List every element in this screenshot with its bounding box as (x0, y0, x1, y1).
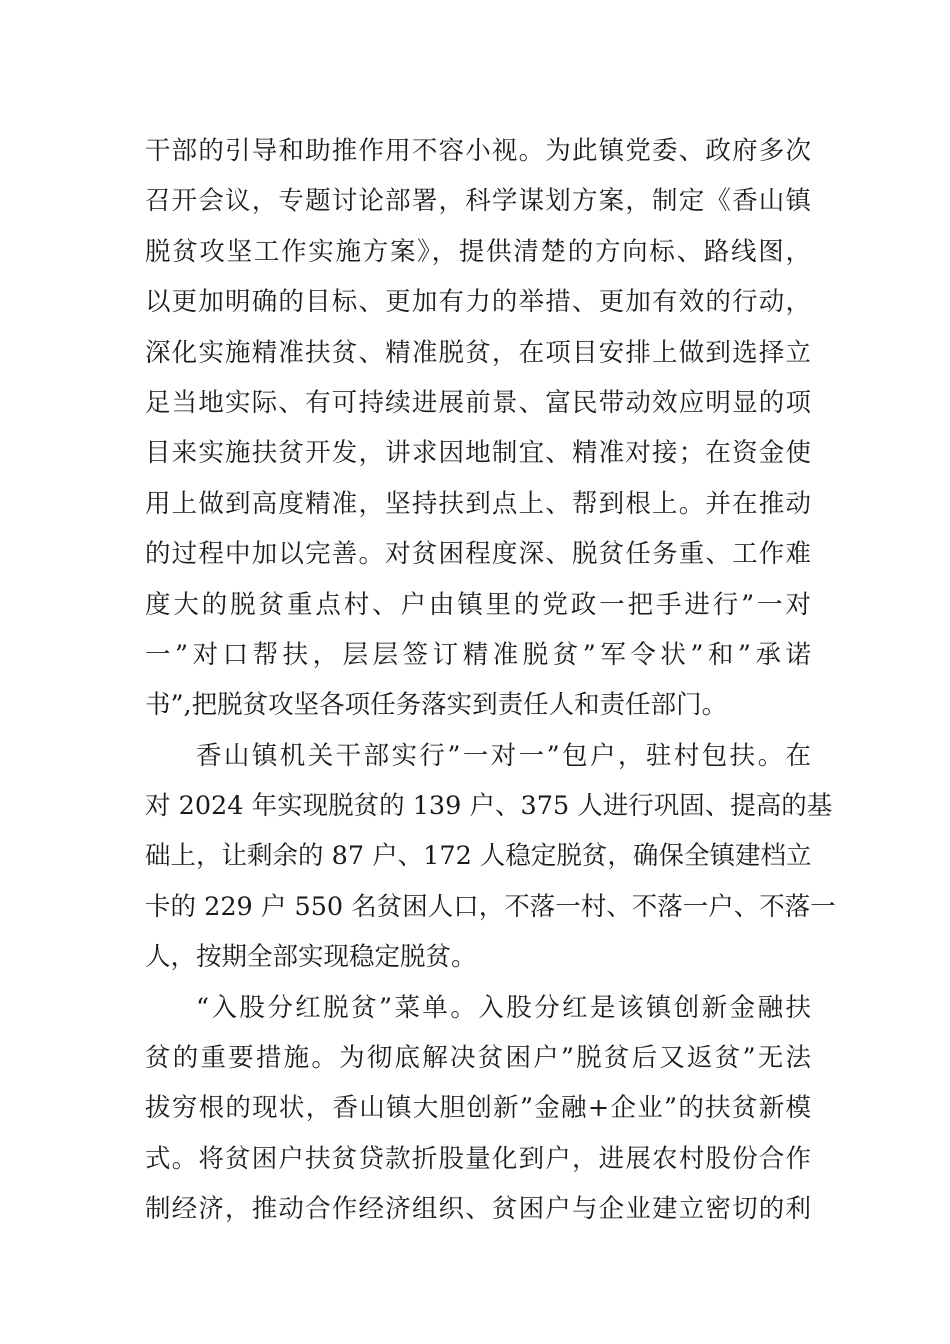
text-line: 度大的脱贫重点村、户由镇里的党政一把手进行”一对 (145, 589, 811, 620)
text-line: “入股分红脱贫”菜单。入股分红是该镇创新金融扶 (196, 992, 811, 1023)
text-line: 人，按期全部实现稳定脱贫。 (145, 942, 477, 973)
paragraph (145, 126, 811, 731)
text-line: 的过程中加以完善。对贫困程度深、脱贫任务重、工作难 (145, 539, 811, 570)
text-line: 脱贫攻坚工作实施方案》，提供清楚的方向标、路线图， (145, 236, 811, 267)
text-line: 目来实施扶贫开发，讲求因地制宜、精准对接；在资金使 (145, 438, 811, 469)
paragraph (145, 731, 836, 983)
text-line: 卡的 229 户 550 名贫困人口，不落一村、不落一户、不落一 (145, 891, 836, 922)
text-line: 召开会议，专题讨论部署，科学谋划方案，制定《香山镇 (145, 186, 811, 217)
paragraph (145, 983, 811, 1235)
text-line: 一”对口帮扶，层层签订精准脱贫”军令状”和”承诺 (145, 639, 811, 670)
text-line: 对 2024 年实现脱贫的 139 户、375 人进行巩固、提高的基 (145, 791, 833, 822)
text-line: 以更加明确的目标、更加有力的举措、更加有效的行动， (145, 287, 811, 318)
text-line: 拔穷根的现状，香山镇大胆创新”金融+企业”的扶贫新模 (145, 1093, 811, 1124)
text-line: 式。将贫困户扶贫贷款折股量化到户，进展农村股份合作 (145, 1143, 811, 1174)
text-line: 深化实施精准扶贫、精准脱贫，在项目安排上做到选择立 (145, 337, 811, 368)
text-line: 用上做到高度精准，坚持扶到点上、帮到根上。并在推动 (145, 488, 811, 519)
text-line: 贫的重要措施。为彻底解决贫困户”脱贫后又返贫”无法 (145, 1043, 811, 1074)
text-line: 书”,把脱贫攻坚各项任务落实到责任人和责任部门。 (145, 690, 728, 721)
document-body (145, 126, 836, 1235)
text-line: 足当地实际、有可持续进展前景、富民带动效应明显的项 (145, 387, 811, 418)
text-line: 制经济，推动合作经济组织、贫困户与企业建立密切的利 (145, 1194, 811, 1225)
text-line: 础上，让剩余的 87 户、172 人稳定脱贫，确保全镇建档立 (145, 841, 812, 872)
text-line: 干部的引导和助推作用不容小视。为此镇党委、政府多次 (145, 136, 811, 166)
text-line: 香山镇机关干部实行”一对一”包户，驻村包扶。在 (196, 740, 811, 771)
